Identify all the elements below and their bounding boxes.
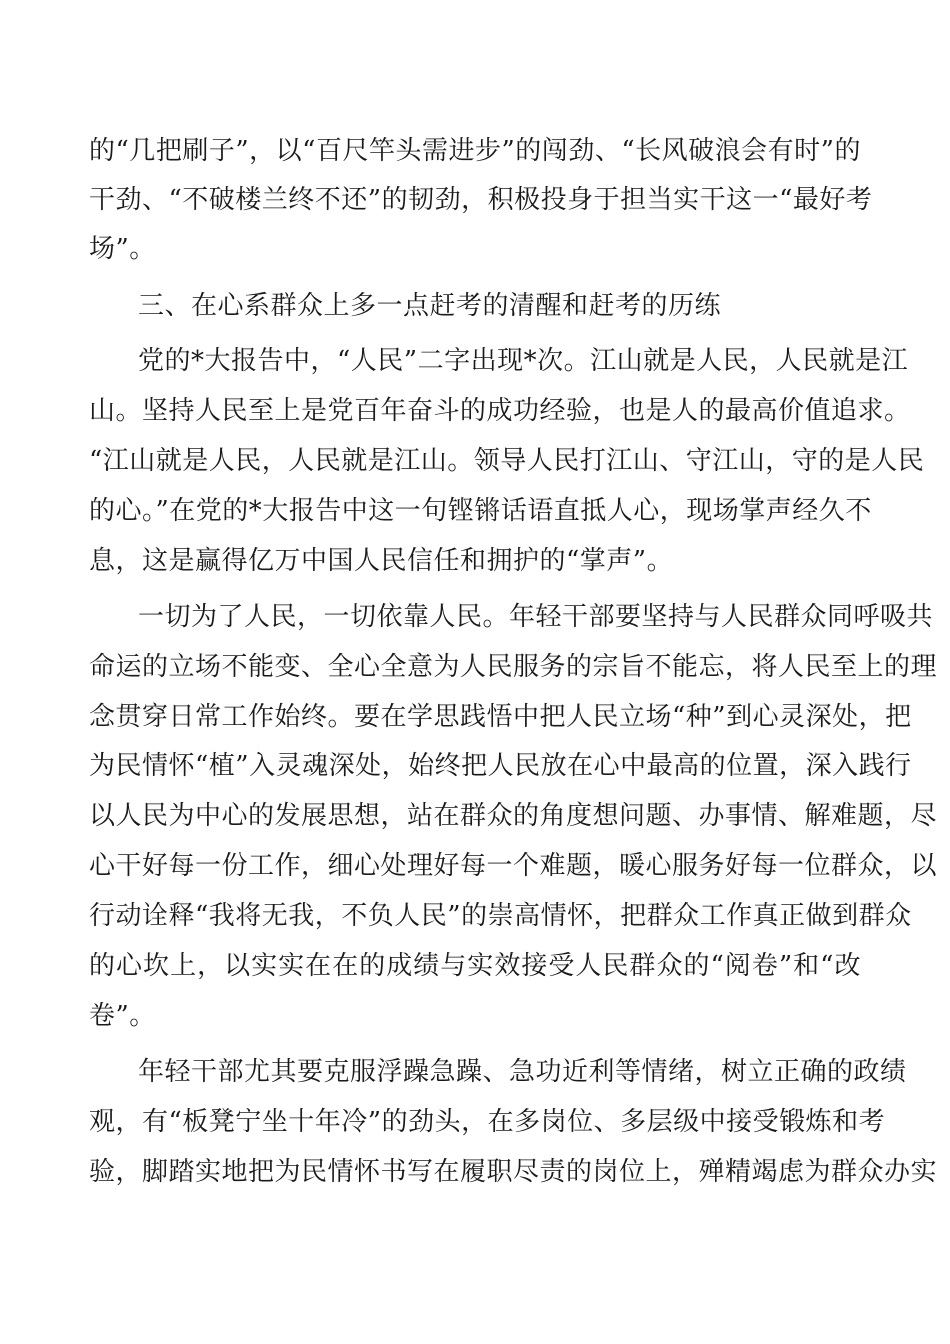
text-line: 息，这是赢得亿万中国人民信任和拥护的“掌声”。 <box>89 546 674 576</box>
text-line: 的心。”在党的*大报告中这一句铿锵话语直抵人心，现场掌声经久不 <box>89 496 872 526</box>
text-line: 验，脚踏实地把为民情怀书写在履职尽责的岗位上，殚精竭虑为群众办实 <box>89 1157 938 1187</box>
text-line: 年轻干部尤其要克服浮躁急躁、急功近利等情绪，树立正确的政绩 <box>138 1057 907 1087</box>
text-line: 的心坎上，以实实在在的成绩与实效接受人民群众的“阅卷”和“改 <box>89 951 861 981</box>
text-line: 心干好每一份工作，细心处理好每一个难题，暖心服务好每一位群众，以 <box>89 851 938 881</box>
text-line: 场”。 <box>89 234 156 264</box>
text-line: 为民情怀“植”入灵魂深处，始终把人民放在心中最高的位置，深入践行 <box>89 751 912 781</box>
text-line: 卷”。 <box>89 1001 156 1031</box>
text-line: 以人民为中心的发展思想，站在群众的角度想问题、办事情、解难题，尽 <box>89 801 938 831</box>
text-line: 党的*大报告中，“人民”二字出现*次。江山就是人民，人民就是江 <box>138 346 909 376</box>
text-line: 命运的立场不能变、全心全意为人民服务的宗旨不能忘，将人民至上的理 <box>89 652 938 682</box>
text-line: 的“几把刷子”，以“百尺竿头需进步”的闯劲、“长风破浪会有时”的 <box>89 136 861 166</box>
text-line: 行动诠释“我将无我，不负人民”的崇高情怀，把群众工作真正做到群众 <box>89 901 912 931</box>
text-line: 念贯穿日常工作始终。要在学思践悟中把人民立场“种”到心灵深处，把 <box>89 702 912 732</box>
text-line: 观，有“板凳宁坐十年冷”的劲头，在多岗位、多层级中接受锻炼和考 <box>89 1107 886 1137</box>
text-line: 一切为了人民，一切依靠人民。年轻干部要坚持与人民群众同呼吸共 <box>138 602 934 632</box>
text-line: “江山就是人民，人民就是江山。领导人民打江山、守江山，守的是人民 <box>89 446 925 476</box>
section-heading: 三、在心系群众上多一点赶考的清醒和赶考的历练 <box>138 291 722 321</box>
text-line: 山。坚持人民至上是党百年奋斗的成功经验，也是人的最高价值追求。 <box>89 396 911 426</box>
text-line: 干劲、“不破楼兰终不还”的韧劲，积极投身于担当实干这一“最好考 <box>89 185 873 215</box>
